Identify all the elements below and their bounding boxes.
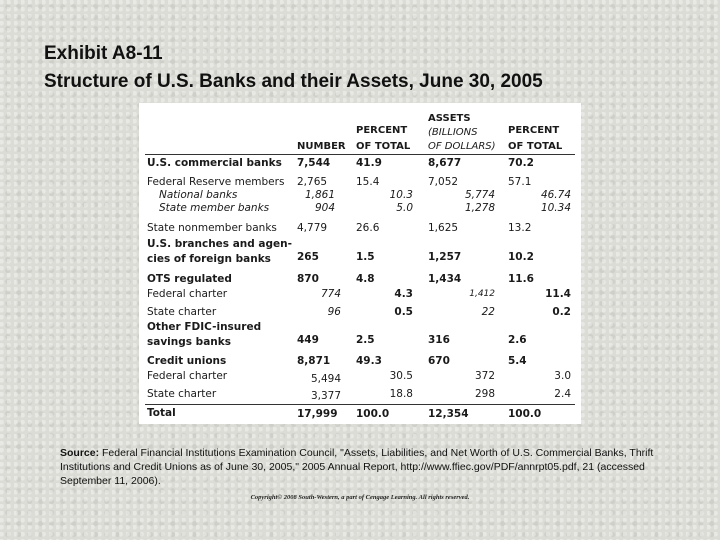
row-number: 17,999 [297,408,338,420]
row-label: State charter [147,388,217,400]
row-assets: 670 [428,355,450,367]
row-sub-assets-percent: 2.4 [554,388,571,400]
row-sub-number: 3,377 [310,390,341,402]
row-sub-assets-percent: 11.4 [545,288,571,300]
row-assets-percent: 10.2 [508,251,534,263]
row-percent: 15.4 [356,176,380,188]
row-assets-percent: 2.6 [508,334,527,346]
row-assets: 316 [428,334,450,346]
row-number: 449 [297,334,319,346]
row-sub-assets-percent: 10.34 [540,202,571,214]
row-sub-number: 774 [320,288,341,300]
header-percent-2a: PERCENT [508,125,560,136]
row-number: 870 [297,273,319,285]
row-label: U.S. commercial banks [147,157,282,169]
copyright-notice: Copyright© 2008 South-Western, a part of Cengage Learning. All rights reserved. [250,494,470,501]
row-sub-percent: 18.8 [389,388,413,400]
row-sub-assets-percent: 3.0 [554,370,571,382]
row-sub-percent: 5.0 [396,202,413,214]
source-label: Source: [60,447,100,459]
row-label: Other FDIC-insured [147,321,262,333]
row-number: 7,544 [297,157,331,169]
row-assets-percent: 70.2 [508,157,534,169]
row-sub-percent: 0.5 [394,306,413,318]
row-number: 8,871 [297,355,331,367]
row-label: State member banks [159,202,270,214]
row-label: Federal charter [147,288,228,300]
source-text: Federal Financial Institutions Examination Council, "Assets, Liabilities, and Net Worth of U.S. Commercial Banks, Thrift Institutions and Credit Unions as of June 30, 2005," 2005 Annual Report, http://www.ffiec.gov/PDF/annrpt05.pdf, 21 (accessed September 11, 2006). [60,447,654,487]
row-assets-percent: 11.6 [508,273,534,285]
row-number: 265 [297,251,319,263]
row-percent: 4.8 [356,273,375,285]
row-label: OTS regulated [147,273,232,285]
row-label: Federal Reserve members [147,176,285,188]
header-percent-1a: PERCENT [356,125,408,136]
row-label-continued: savings banks [147,336,231,348]
bank-structure-table [139,103,581,424]
row-sub-number: 96 [327,306,341,318]
row-assets: 12,354 [428,408,469,420]
row-sub-assets: 1,278 [464,202,495,214]
row-number: 4,779 [297,222,328,234]
row-percent: 49.3 [356,355,382,367]
row-sub-percent: 30.5 [389,370,413,382]
row-sub-assets-percent: 46.74 [540,189,571,201]
row-label: Total [147,407,176,419]
row-label: National banks [159,189,238,201]
row-assets: 8,677 [428,157,462,169]
row-assets: 7,052 [428,176,459,188]
row-sub-assets: 372 [474,370,495,382]
row-sub-number: 1,861 [304,189,335,201]
exhibit-title [44,40,543,96]
exhibit-number: Exhibit A8-11 [44,43,163,64]
header-rule [145,154,575,155]
row-percent: 2.5 [356,334,375,346]
row-sub-assets: 298 [474,388,495,400]
row-assets-percent: 100.0 [508,408,542,420]
row-percent: 100.0 [356,408,390,420]
row-sub-assets: 5,774 [464,189,495,201]
row-label: U.S. branches and agen- [147,238,292,250]
row-assets: 1,625 [428,222,459,234]
row-percent: 41.9 [356,157,382,169]
header-assets-c: OF DOLLARS) [428,141,496,152]
row-percent: 1.5 [356,251,375,263]
source-note [60,446,660,488]
row-sub-assets-percent: 0.2 [552,306,571,318]
header-number: NUMBER [297,141,346,152]
row-label: Credit unions [147,355,227,367]
row-label-continued: cies of foreign banks [147,253,271,265]
header-percent-2b: OF TOTAL [508,141,563,152]
row-sub-assets: 1,412 [469,289,495,299]
row-label: State nonmember banks [147,222,277,234]
header-assets-a: ASSETS [428,113,471,124]
total-rule [145,404,575,405]
row-assets-percent: 13.2 [508,222,532,234]
row-assets: 1,257 [428,251,462,263]
row-assets-percent: 5.4 [508,355,527,367]
row-label: Federal charter [147,370,228,382]
row-label: State charter [147,306,217,318]
row-assets-percent: 57.1 [508,176,532,188]
row-sub-number: 904 [314,202,335,214]
row-sub-percent: 10.3 [389,189,413,201]
row-sub-percent: 4.3 [394,288,413,300]
header-assets-b: (BILLIONS [428,127,478,138]
row-number: 2,765 [297,176,328,188]
row-assets: 1,434 [428,273,462,285]
header-percent-1b: OF TOTAL [356,141,411,152]
row-sub-number: 5,494 [310,373,341,385]
exhibit-heading: Structure of U.S. Banks and their Assets, June 30, 2005 [44,71,543,92]
row-sub-assets: 22 [481,306,495,318]
row-percent: 26.6 [356,222,380,234]
